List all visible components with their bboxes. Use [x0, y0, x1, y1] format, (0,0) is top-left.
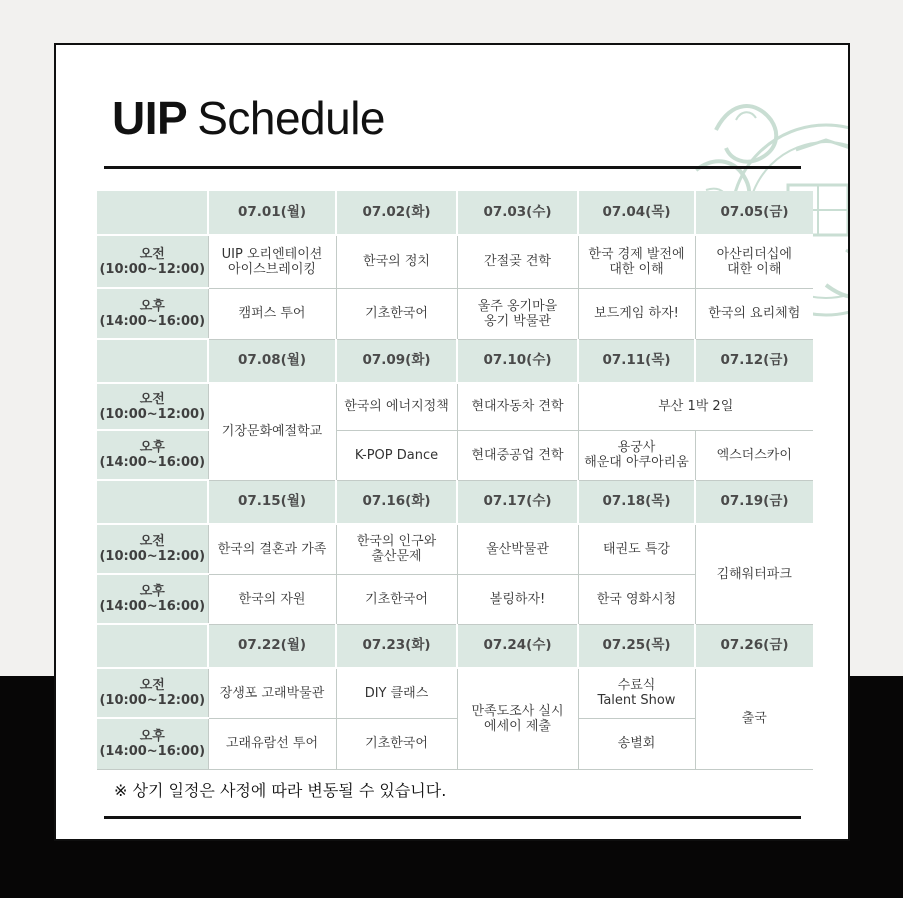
- date-header: 07.11(목): [578, 339, 695, 383]
- pm-slot-label: 오후 (14:00~16:00): [97, 574, 208, 624]
- date-header: 07.23(화): [336, 624, 457, 668]
- am-slot-label: 오전 (10:00~12:00): [97, 524, 208, 574]
- week-4-am-row: [97, 668, 813, 718]
- date-header: 07.02(화): [336, 191, 457, 235]
- schedule-cell: 울주 옹기마을 옹기 박물관: [457, 288, 578, 339]
- schedule-cell: 한국의 결혼과 가족: [208, 524, 336, 574]
- schedule-cell: K-POP Dance: [336, 430, 457, 480]
- header-corner: [97, 480, 208, 524]
- schedule-cell: 현대중공업 견학: [457, 430, 578, 480]
- schedule-cell: 한국의 인구와 출산문제: [336, 524, 457, 574]
- schedule-cell: 현대자동차 견학: [457, 383, 578, 430]
- schedule-cell: 한국 경제 발전에 대한 이해: [578, 235, 695, 288]
- date-header: 07.05(금): [695, 191, 813, 235]
- title-schedule: Schedule: [197, 92, 386, 144]
- week-3-date-row: [97, 480, 813, 524]
- schedule-cell: 한국의 요리체험: [695, 288, 813, 339]
- week-1-am-row: [97, 235, 813, 288]
- am-slot-label: 오전 (10:00~12:00): [97, 235, 208, 288]
- schedule-cell: 용궁사 해운대 아쿠아리움: [578, 430, 695, 480]
- am-slot-label: 오전 (10:00~12:00): [97, 383, 208, 430]
- week-2-pm-row: [97, 430, 813, 480]
- week-3-am-row: [97, 524, 813, 574]
- date-header: 07.01(월): [208, 191, 336, 235]
- schedule-cell: 엑스더스카이: [695, 430, 813, 480]
- schedule-cell: 기장문화예절학교: [208, 383, 336, 480]
- schedule-cell: 부산 1박 2일: [578, 383, 813, 430]
- am-slot-label: 오전 (10:00~12:00): [97, 668, 208, 718]
- schedule-change-note: ※ 상기 일정은 사정에 따라 변동될 수 있습니다.: [114, 781, 447, 800]
- schedule-cell: 아산리더십에 대한 이해: [695, 235, 813, 288]
- title-uip: UIP: [112, 92, 188, 144]
- date-header: 07.17(수): [457, 480, 578, 524]
- pm-slot-label: 오후 (14:00~16:00): [97, 718, 208, 769]
- week-4-date-row: [97, 624, 813, 668]
- header-corner: [97, 191, 208, 235]
- date-header: 07.19(금): [695, 480, 813, 524]
- schedule-cell: 간절곶 견학: [457, 235, 578, 288]
- date-header: 07.24(수): [457, 624, 578, 668]
- date-header: 07.25(목): [578, 624, 695, 668]
- schedule-cell: 송별회: [578, 718, 695, 769]
- schedule-cell: 기초한국어: [336, 288, 457, 339]
- schedule-cell: UIP 오리엔테이션 아이스브레이킹: [208, 235, 336, 288]
- schedule-cell: 캠퍼스 투어: [208, 288, 336, 339]
- week-1-date-row: [97, 191, 813, 235]
- schedule-cell: 장생포 고래박물관: [208, 668, 336, 718]
- schedule-cell: 기초한국어: [336, 574, 457, 624]
- date-header: 07.22(월): [208, 624, 336, 668]
- schedule-cell: 김해워터파크: [695, 524, 813, 624]
- pm-slot-label: 오후 (14:00~16:00): [97, 288, 208, 339]
- date-header: 07.08(월): [208, 339, 336, 383]
- schedule-cell: 출국: [695, 668, 813, 769]
- date-header: 07.03(수): [457, 191, 578, 235]
- schedule-cell: 울산박물관: [457, 524, 578, 574]
- schedule-card: [54, 43, 850, 841]
- schedule-cell: 만족도조사 실시 에세이 제출: [457, 668, 578, 769]
- date-header: 07.12(금): [695, 339, 813, 383]
- title-divider: [104, 166, 801, 169]
- date-header: 07.15(월): [208, 480, 336, 524]
- schedule-cell: 한국의 정치: [336, 235, 457, 288]
- schedule-cell: 보드게임 하자!: [578, 288, 695, 339]
- schedule-cell: 태권도 특강: [578, 524, 695, 574]
- schedule-cell: 기초한국어: [336, 718, 457, 769]
- schedule-cell: 볼링하자!: [457, 574, 578, 624]
- schedule-table: [97, 191, 813, 770]
- week-1-pm-row: [97, 288, 813, 339]
- header-corner: [97, 339, 208, 383]
- date-header: 07.04(목): [578, 191, 695, 235]
- date-header: 07.18(목): [578, 480, 695, 524]
- date-header: 07.10(수): [457, 339, 578, 383]
- footer-divider: [104, 816, 801, 819]
- date-header: 07.26(금): [695, 624, 813, 668]
- date-header: 07.16(화): [336, 480, 457, 524]
- page-title: [112, 91, 385, 145]
- schedule-cell: 수료식 Talent Show: [578, 668, 695, 718]
- schedule-cell: 한국 영화시청: [578, 574, 695, 624]
- week-2-am-row: [97, 383, 813, 430]
- pm-slot-label: 오후 (14:00~16:00): [97, 430, 208, 480]
- schedule-cell: 한국의 에너지정책: [336, 383, 457, 430]
- week-2-date-row: [97, 339, 813, 383]
- schedule-cell: 한국의 자원: [208, 574, 336, 624]
- date-header: 07.09(화): [336, 339, 457, 383]
- schedule-cell: DIY 클래스: [336, 668, 457, 718]
- schedule-cell: 고래유람선 투어: [208, 718, 336, 769]
- header-corner: [97, 624, 208, 668]
